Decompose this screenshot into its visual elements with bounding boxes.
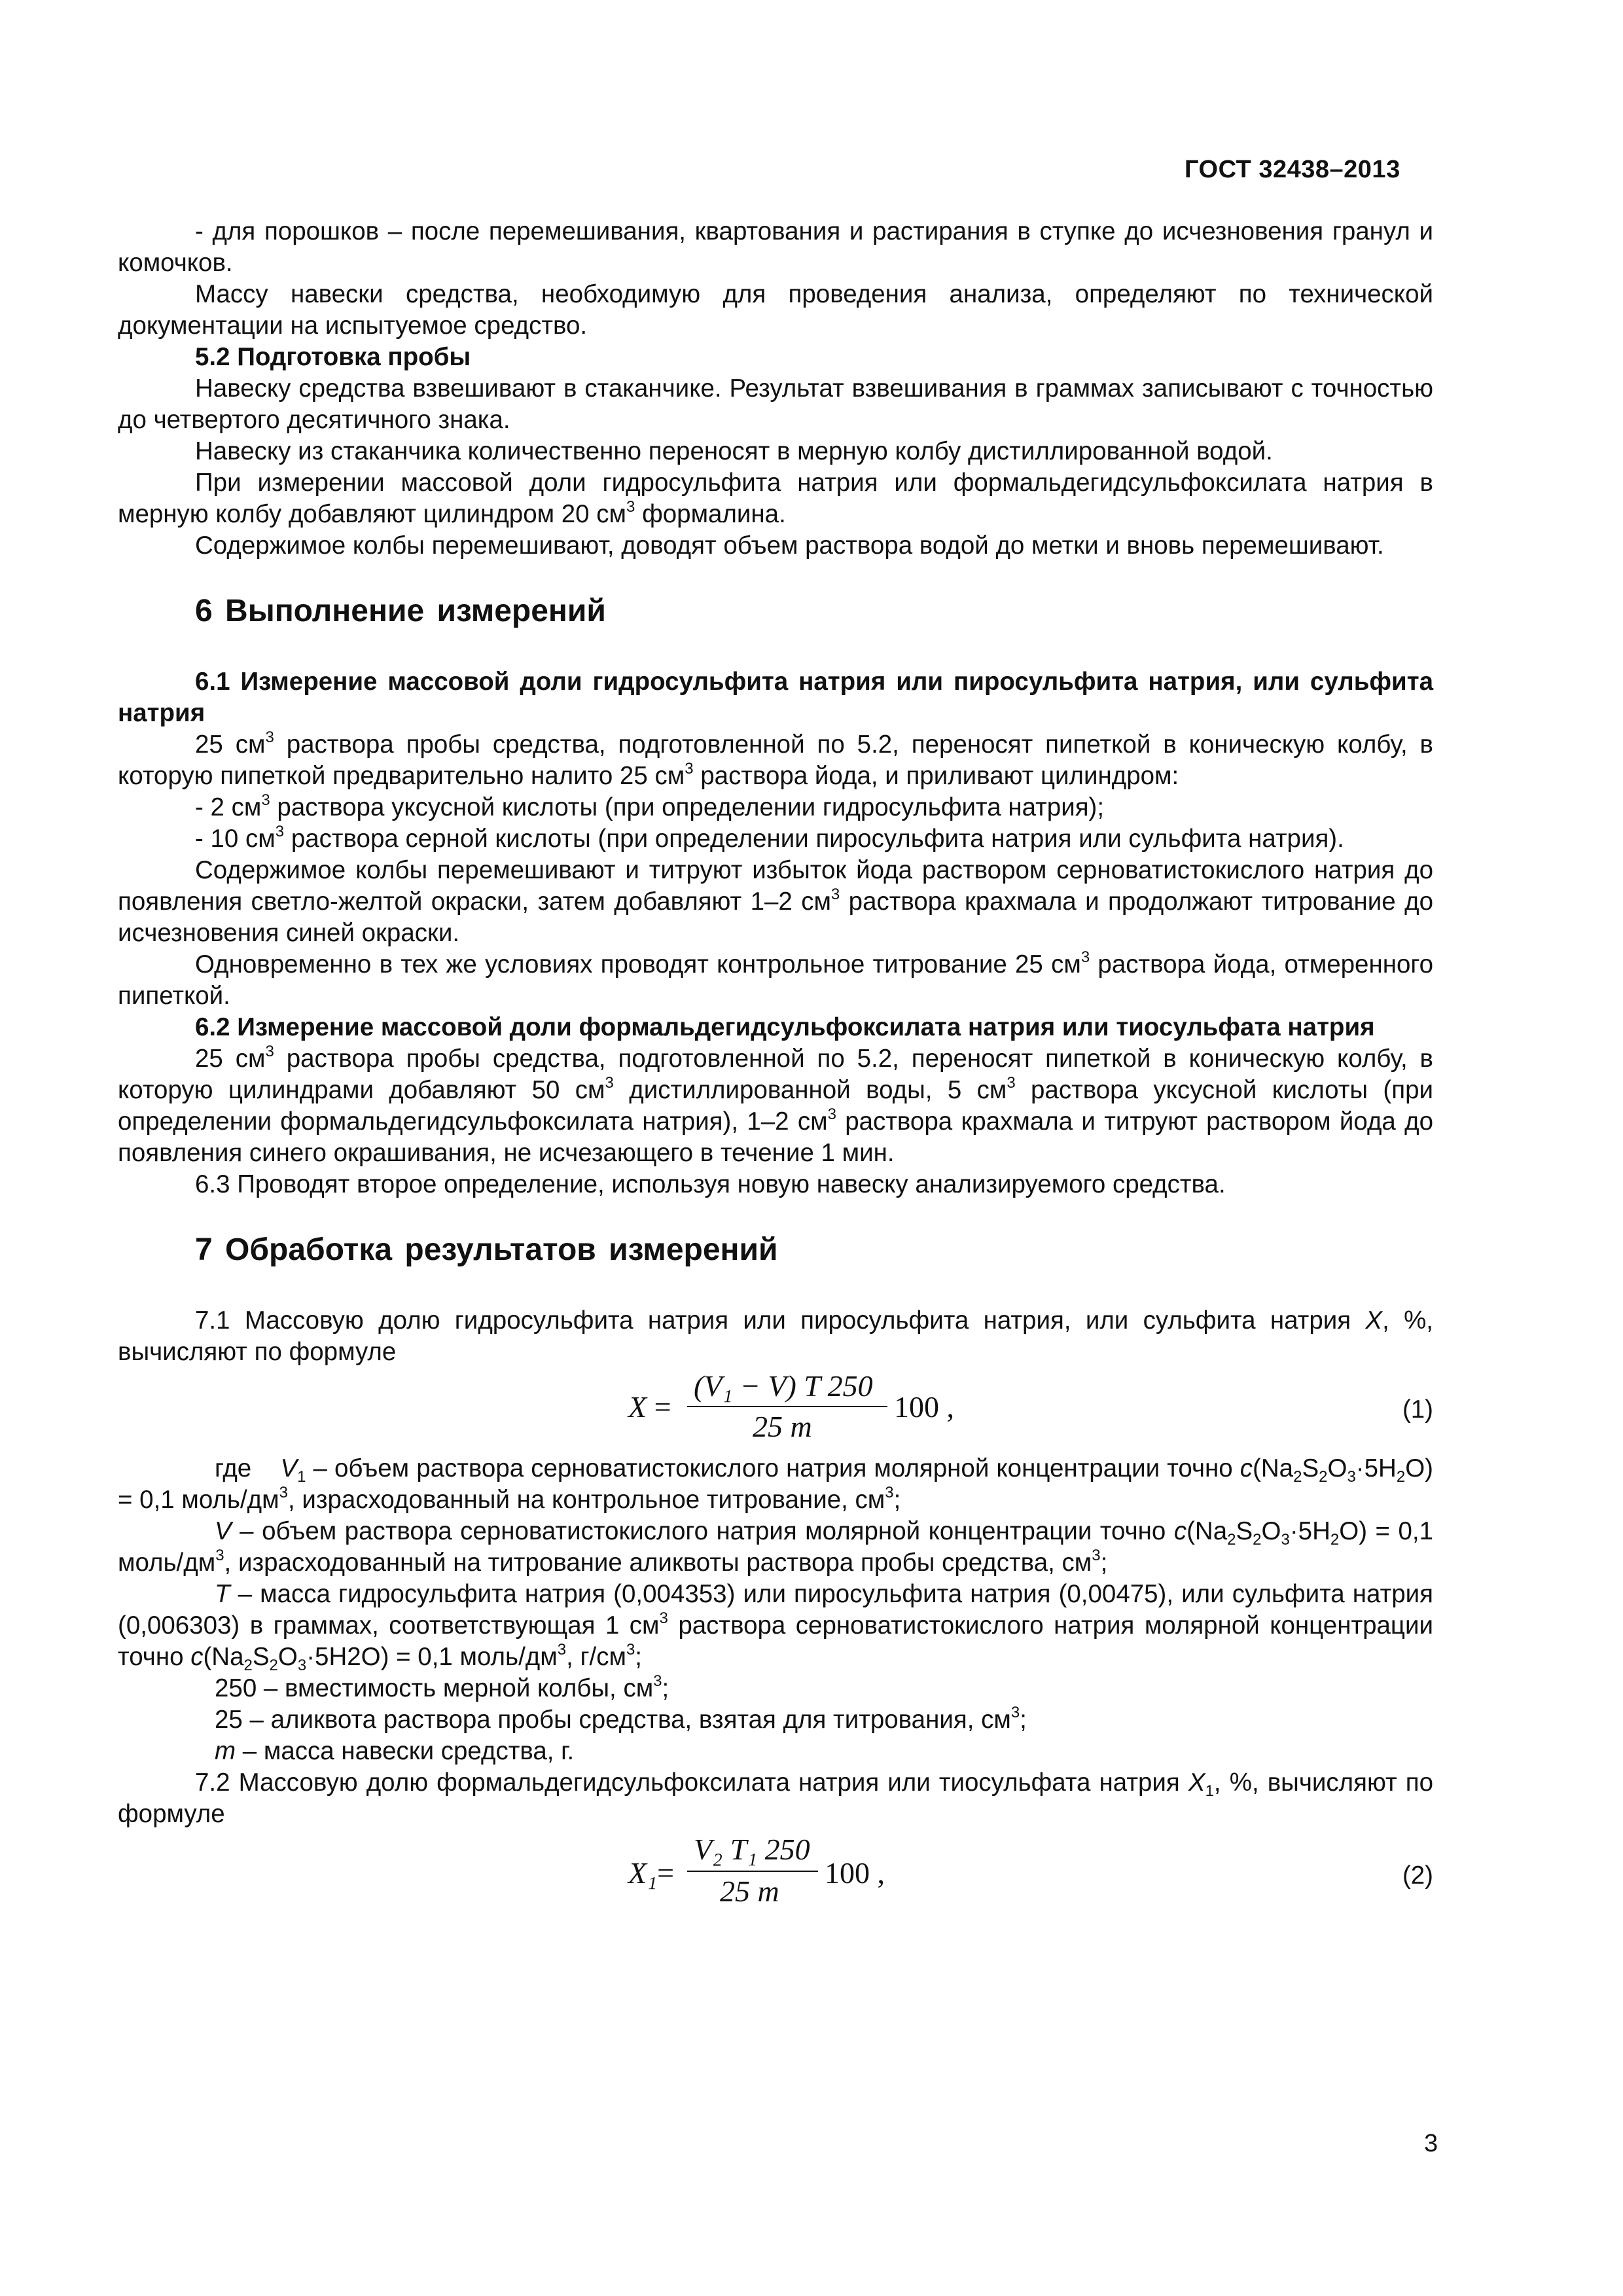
- section-6-heading: 6 Выполнение измерений: [195, 594, 606, 628]
- formula-2: X₁= V₂ T₁ 250 25 m 100 , (2): [628, 1833, 1433, 1908]
- formula-1-number: (1): [1402, 1395, 1433, 1424]
- section-5-2-title: 5.2 Подготовка пробы: [195, 343, 471, 371]
- s61-paragraph-2: - 2 $см^3$ раствора уксусной кислоты (при определении гидросульфита натрия);: [195, 791, 1105, 821]
- intro-paragraph-2: Массу навески средства, необходимую для проведения анализа, определяют по технической документации на испытуемое средство.: [118, 280, 1433, 340]
- formula-1-numerator: (V₁ − V) T 250: [694, 1369, 873, 1403]
- s52-paragraph-1: Навеску средства взвешивают в стаканчике. Результат взвешивания в граммах записывают с точностью до четвертого десятичного знака.: [118, 374, 1433, 434]
- s52-paragraph-3: При измерении массовой доли гидросульфита натрия или формальдегидсульфоксилата натрия в мерную колбу добавляют цилиндром 20 $см^3$ формалина.: [118, 469, 1433, 528]
- intro-paragraph-1: - для порошков – после перемешивания, квартования и растирания в ступке до исчезновения гранул и комочков.: [118, 217, 1433, 277]
- s61-paragraph-5: Одновременно в тех же условиях проводят контрольное титрование 25 $см^3$ раствора йода, отмеренного пипеткой.: [118, 948, 1433, 1010]
- legend-25: 25 – аликвота раствора пробы средства, взятая для титрования, $см^3$;: [215, 1704, 1027, 1734]
- standard-number: ГОСТ 32438–2013: [1185, 156, 1400, 183]
- formula-1-denominator: 25 m: [753, 1410, 812, 1443]
- section-7-heading: 7 Обработка результатов измерений: [195, 1232, 778, 1267]
- formula-1-lhs: X: [628, 1390, 647, 1424]
- s62-paragraph-1: 25 $см^3$ раствора пробы средства, подготовленной по 5.2, переносят пипеткой в коническую колбу, в которую цилиндрами добавляют 50 $см^3$ дистиллированной воды, 5 $см^3$ раствора уксусной кислоты (при определении формальдегидсульфоксилата натрия), 1–2 $см^3$ раствора крахмала и титруют раствором йода до появления синего окрашивания, не исчезающего в течение 1 мин.: [118, 1043, 1433, 1167]
- formula-1-tail: 100 ,: [894, 1390, 954, 1424]
- s61-paragraph-3: - 10 $см^3$ раствора серной кислоты (при определении пиросульфита натрия или сульфита натрия).: [195, 823, 1344, 853]
- formula-2-lhs: X₁: [628, 1856, 658, 1890]
- s72-paragraph: 7.2 Массовую долю формальдегидсульфоксилата натрия или тиосульфата натрия $X_1$, %, вычисляют по формуле: [118, 1768, 1433, 1828]
- legend-m: m – масса навески средства, г.: [215, 1737, 575, 1765]
- s52-paragraph-2: Навеску из стаканчика количественно переносят в мерную колбу дистиллированной водой.: [195, 437, 1273, 465]
- legend-v: V – объем раствора серноватистокислого натрия молярной концентрации точно $c(Na_2S_2O_3\cdot 5H_2O) = 0,1$ моль/$дм^3$, израсходованный на титрование аликвоты раствора пробы средства, $см^3$;: [118, 1517, 1433, 1577]
- legend-250: 250 – вместимость мерной колбы, $см^3$;: [215, 1672, 669, 1702]
- formula-2-numerator: V₂ T₁ 250: [694, 1833, 810, 1866]
- legend-v1: где $V_1$ – объем раствора серноватистокислого натрия молярной концентрации точно $c(Na_2S_2O_3\cdot 5H_2O) = 0,1$ моль/$дм^3$, израсходованный на контрольное титрование, $см^3$;: [118, 1454, 1433, 1514]
- section-6-2-title: 6.2 Измерение массовой доли формальдегидсульфоксилата натрия или тиосульфата натрия: [195, 1013, 1375, 1041]
- formula-2-tail: 100 ,: [825, 1856, 885, 1890]
- page-number: 3: [1424, 2130, 1438, 2157]
- formula-2-fraction-line: [687, 1871, 818, 1872]
- formula-1-fraction-line: [687, 1406, 887, 1407]
- formula-2-denominator: 25 m: [720, 1874, 779, 1908]
- page-content: [118, 216, 1433, 1915]
- legend-t: T – масса гидросульфита натрия (0,004353) или пиросульфита натрия (0,00475), или сульфита натрия (0,006303) в граммах, соответствующая 1 $см^3$ раствора серноватистокислого натрия молярной концентрации точно $c(Na_2S_2O_3\cdot 5H2O) = 0,1$ моль/$дм^3$, $г/см^3$;: [118, 1580, 1433, 1674]
- formula-2-number: (2): [1402, 1861, 1433, 1890]
- s61-paragraph-4: Содержимое колбы перемешивают и титруют избыток йода раствором серноватистокислого натрия до появления светло-желтой окраски, затем добавляют 1–2 $см^3$ раствора крахмала и продолжают титрование до исчезновения синей окраски.: [118, 856, 1433, 947]
- s52-paragraph-4: Содержимое колбы перемешивают, доводят объем раствора водой до метки и вновь перемешивают.: [195, 531, 1384, 560]
- section-6-1-title: 6.1 Измерение массовой доли гидросульфита натрия или пиросульфита натрия, или сульфита натрия: [118, 668, 1433, 727]
- s63-paragraph: 6.3 Проводят второе определение, используя новую навеску анализируемого средства.: [195, 1170, 1226, 1198]
- formula-1: X = (V₁ − V) T 250 25 m 100 , (1): [628, 1369, 1433, 1443]
- s71-paragraph: 7.1 Массовую долю гидросульфита натрия или пиросульфита натрия, или сульфита натрия X, %, вычисляют по формуле: [118, 1306, 1433, 1366]
- formula-1-legend: [118, 1453, 1433, 1767]
- s61-paragraph-1: 25 $см^3$ раствора пробы средства, подготовленной по 5.2, переносят пипеткой в коническую колбу, в которую пипеткой предварительно налито 25 $см^3$ раствора йода, и приливают цилиндром:: [118, 728, 1433, 790]
